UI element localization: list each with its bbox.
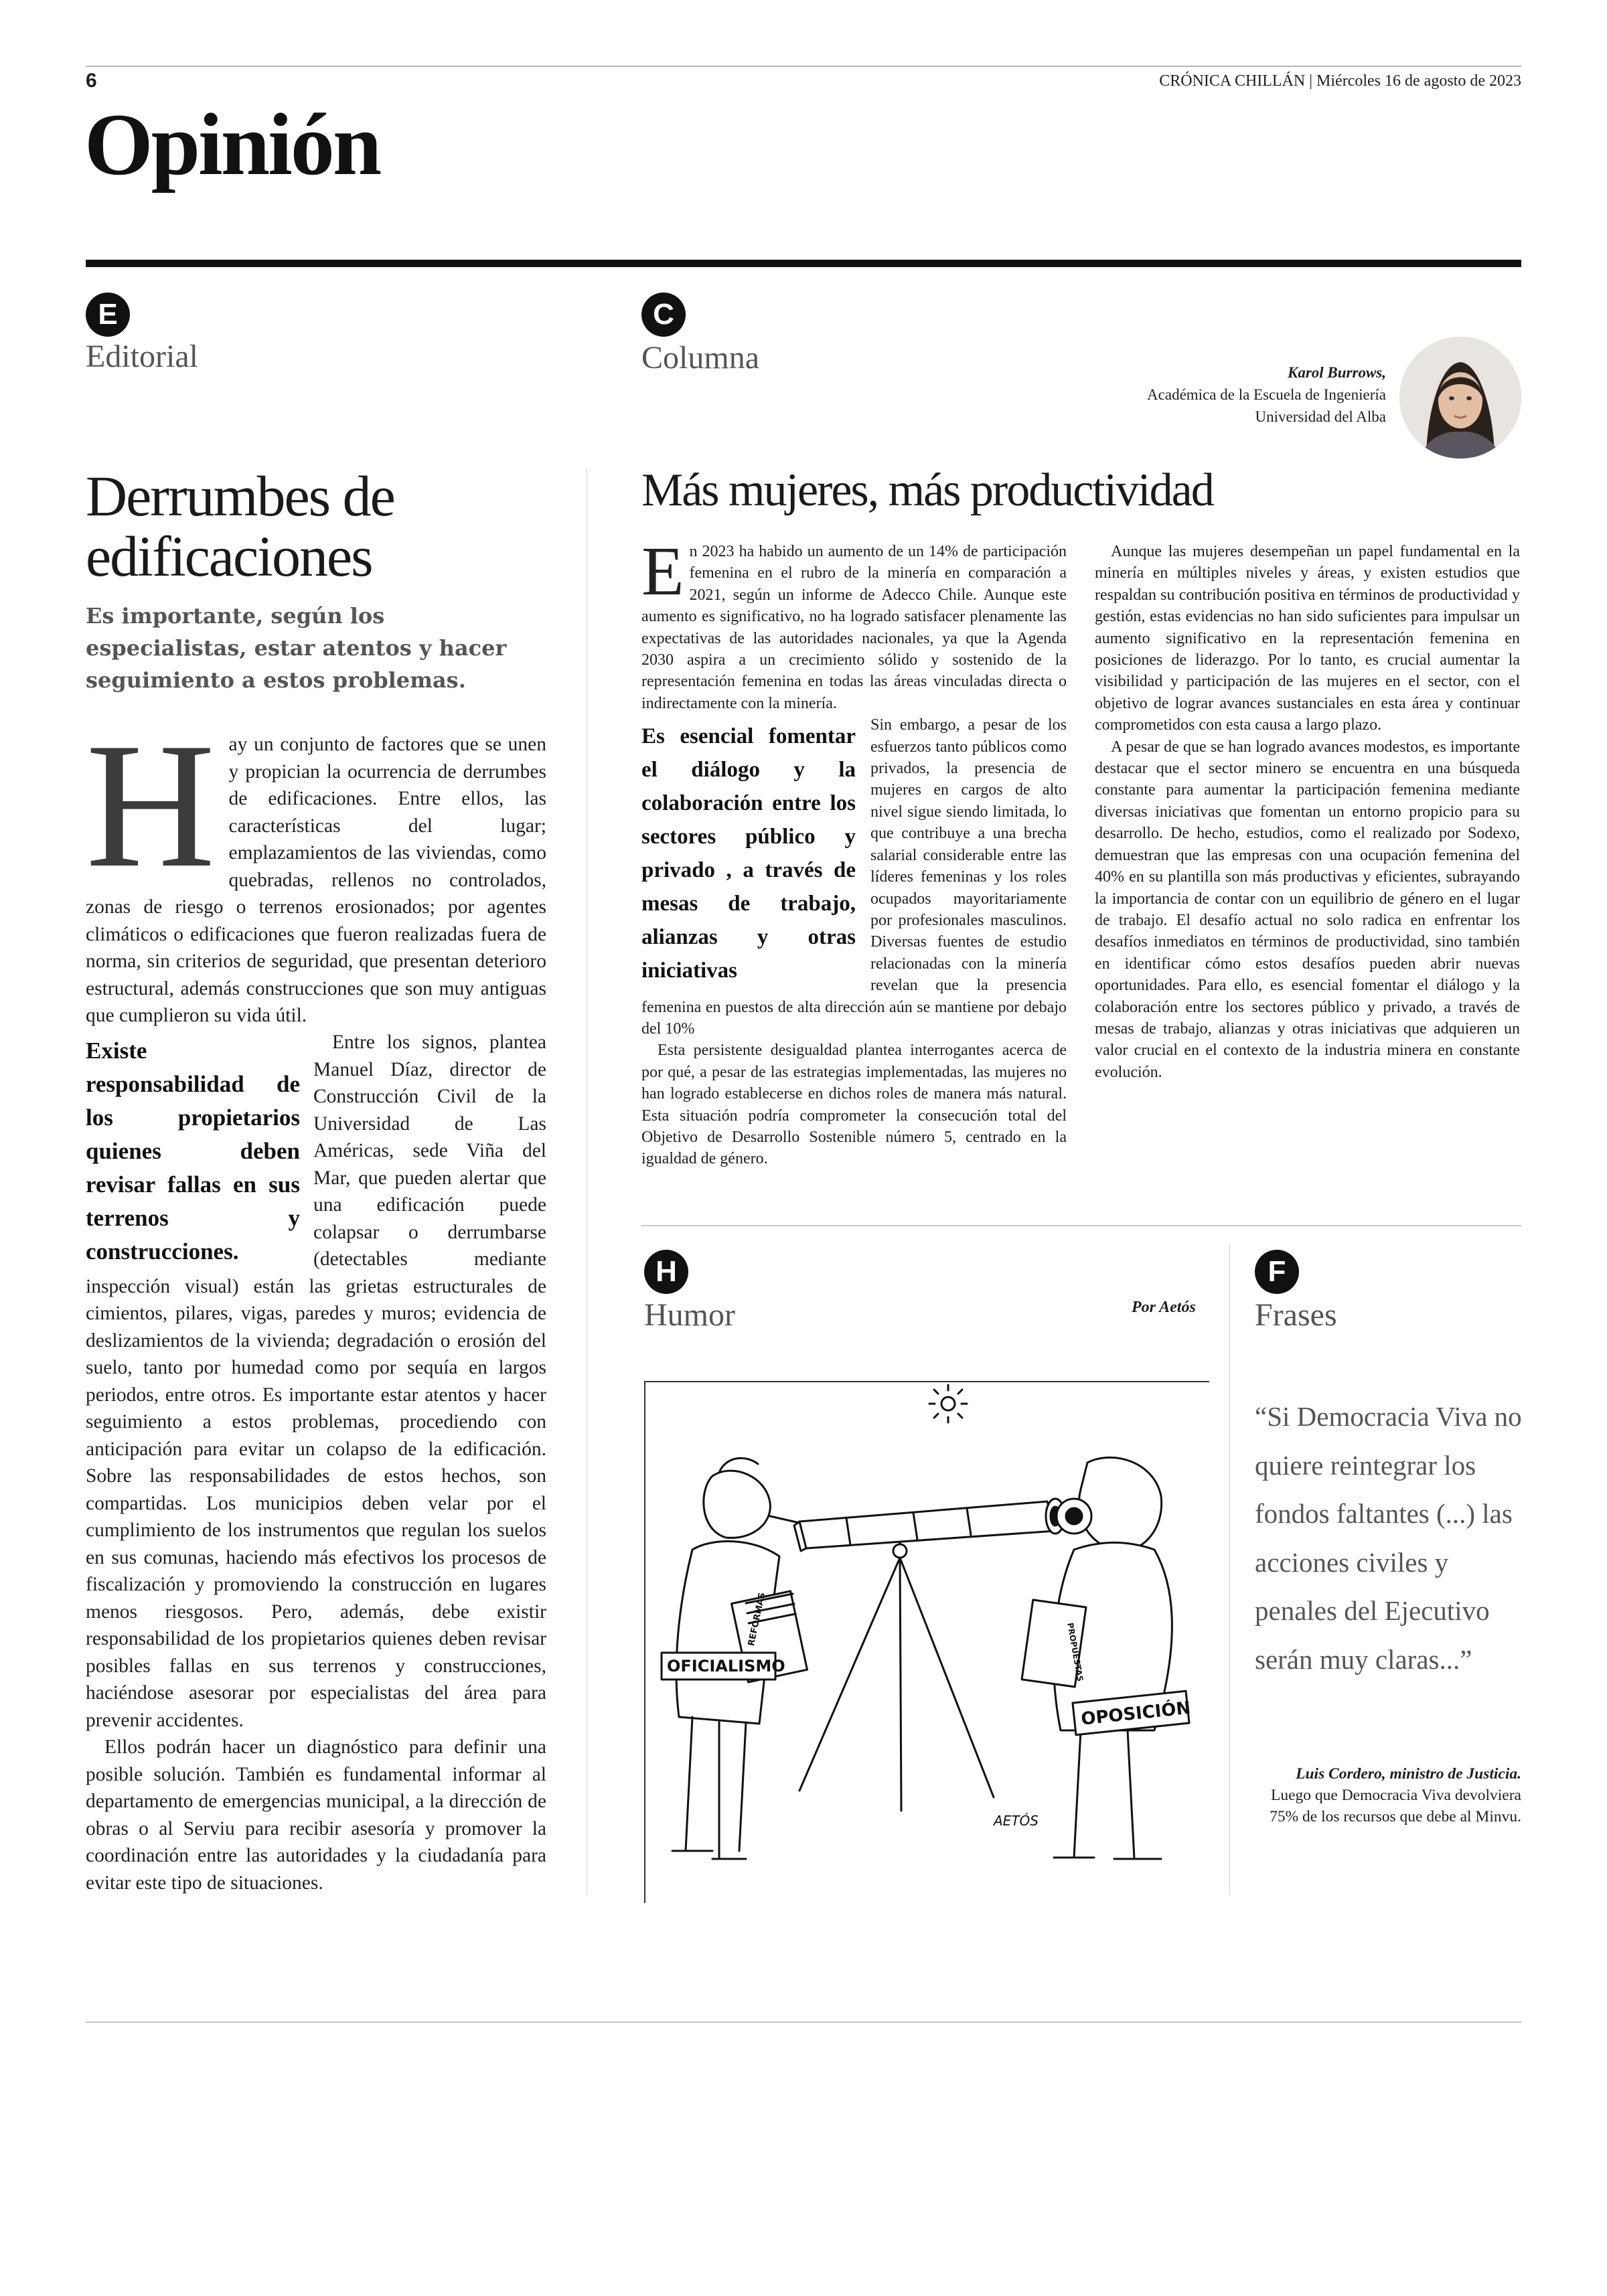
column-paragraph: n 2023 ha habido un aumento de un 14% de participación femenina en el rubro de la minería en comparación a 2021, según un informe de Adecco Chile. Aunque este aumento es significativo, no ha logrado satisfacer plenamente las expectativas de las autoridades nacionales, ya que la Agenda 2030 aspira a un crecimiento sólido y sostenido de la representación femenina en todas las áreas vinculadas directa o indirectamente con la minería. (641, 543, 1067, 712)
cartoon-label-right: OPOSICIÓN (1080, 1698, 1192, 1730)
column-paragraph: Esta persistente desigualdad plantea interrogantes acerca de por qué, a pesar de las estrategias implementadas, las mujeres no han logrado establecerse en dichos roles de manera más natural. Esta situación podría comprometer la consecución total del Objetivo de Desarrollo Sostenible número 5, centrado en la igualdad de género. (641, 1042, 1067, 1168)
masthead: CRÓNICA CHILLÁN | Miércoles 16 de agosto de 2023 (1159, 72, 1521, 90)
author-portrait-image (1399, 337, 1521, 459)
author-photo (1399, 337, 1521, 459)
editorial-body-part2 (86, 1029, 546, 1896)
section-heavy-rule (86, 260, 1521, 267)
editorial-deck: Es importante, según los especialistas, estar atentos y hacer seguimiento a estos problemas. (86, 603, 507, 693)
frases-source (1255, 1763, 1521, 1827)
editorial-label: Editorial (86, 339, 198, 374)
page-number: 6 (86, 70, 97, 92)
column-badge: C (641, 293, 686, 337)
frases-source-name: Luis Cordero, ministro de Justicia. (1296, 1765, 1521, 1783)
cartoon-papers-left: REFORMAS (746, 1591, 768, 1647)
cartoon-papers-right: PROPUESTAS (1065, 1622, 1085, 1683)
bottom-rule (86, 2022, 1521, 2023)
frases-badge: F (1255, 1250, 1299, 1294)
editorial-drop-cap: H (86, 706, 216, 904)
column-label: Columna (641, 340, 759, 376)
author-name: Karol Burrows, (1287, 364, 1386, 381)
humor-label: Humor (644, 1297, 735, 1333)
cartoon (644, 1381, 1209, 1903)
cartoon-signature: AETÓS (994, 1813, 1039, 1829)
column-drop-cap: E (641, 533, 684, 610)
author-role: Académica de la Escuela de Ingeniería (1147, 386, 1386, 403)
humor-frases-divider (1229, 1245, 1230, 1894)
frases-label: Frases (1255, 1297, 1337, 1333)
section-title: Opinión (84, 95, 380, 193)
editorial-pull-quote: Existe responsabilidad de los propietarios quienes deben revisar fallas en sus terrenos y construcciones. (86, 1038, 300, 1264)
editorial-paragraph: Entre los signos, plantea Manuel Díaz, director de Construcción Civil de la Universidad de Las Américas, sede Viña del Mar, que pueden alertar que una edificación puede colapsar o derrumbarse (detectables mediante inspección visual) están las grietas estructurales de cimientos, pilares, vigas, paredes y muros; evidencia de deslizamientos de la vivienda; degradación o erosión del suelo, tanto por humedad como por sequía en largos periodos, entre otros. Es importante estar atentos y hacer seguimiento a estos problemas, procediendo con anticipación para evitar un colapso de la edificación. Sobre las responsabilidades de estos hechos, son compartidas. Los municipios deben velar por el cumplimiento de los instrumentos que regulan los suelos en sus comunas, haciendo más efectivos los procesos de fiscalización y promoviendo la construcción en lugares menos riesgosos. Pero, además, debe existir responsabilidad de los propietarios quienes deben revisar posibles fallas en sus terrenos y construcciones, haciéndose asesorar por especialistas del área para prevenir accidentes. (86, 1032, 546, 1731)
cartoon-drawing (645, 1382, 1208, 1902)
column-bottom-rule (641, 1225, 1521, 1226)
top-rule (86, 66, 1521, 67)
author-org: Universidad del Alba (1255, 408, 1386, 425)
editorial-paragraph: ay un conjunto de factores que se unen y propician la ocurrencia de derrumbes de edificaciones. Entre ellos, las características del lugar; emplazamientos de las viviendas, como quebradas, rellenos no controlados, zonas de riesgo o terrenos erosionados; por agentes climáticos o edificaciones que fueron realizadas fuera de norma, sin criterios de seguridad, que presentan deterioro estructural, además construcciones que son muy antiguas que cumplieron su vida útil. (86, 734, 546, 1026)
column-paragraph: Aunque las mujeres desempeñan un papel fundamental en la minería en múltiples niveles y áreas, y existen estudios que respaldan su contribución positiva en términos de productividad y gestión, estas evidencias no han sido suficientes para impulsar un aumento significativo en la representación femenina en posiciones de liderazgo. Por lo tanto, es crucial aumentar la visibilidad y participación de las mujeres en el sector, con el objetivo de lograr avances sustanciales en esta área y continuar comprometidos con esta causa a largo plazo. (1095, 543, 1520, 734)
column-body (641, 533, 1520, 1210)
column-author (958, 361, 1386, 428)
editorial-paragraph: Ellos podrán hacer un diagnóstico para definir una posible solución. También es fundamental informar al departamento de emergencias municipal, a la dirección de obras o al Serviu para recibir asesoría y promover la coordinación entre las autoridades y la ciudadanía para evitar este tipo de situaciones. (86, 1736, 546, 1894)
column-paragraph: A pesar de que se han logrado avances modestos, es importante destacar que el sector minero se encuentra en una búsqueda constante para aumentar la participación femenina mediante diversas iniciativas que fomentan un entorno propicio para su desarrollo. De hecho, estudios, como el realizado por Sodexo, demuestran que las empresas con una ocupación femenina del 40% en su plantilla son más productivas y eficientes, subrayando la importancia de contar con un equilibrio de género en el lugar de trabajo. El desafío actual no solo radica en enfrentar los desafíos inmediatos en términos de productividad, sino también en identificar cómo estos desafíos pueden abrir nuevas oportunidades. Para ello, es esencial fomentar el diálogo y la colaboración entre los sectores público y privado, a través de mesas de trabajo, alianzas y otras iniciativas que adquieren un valor crucial en el contexto de la industria minera en constante evolución. (1095, 738, 1520, 1081)
column-paragraph: Sin embargo, a pesar de los esfuerzos tanto públicos como privados, la presencia de mujeres en cargos de alto nivel sigue siendo limitada, lo que contribuye a una brecha salarial considerable entre las líderes femeninas y los roles ocupados mayoritariamente por profesionales masculinos. Diversas fuentes de estudio relacionadas con la minería revelan que la presencia femenina en puestos de alta dirección aún se mantiene por debajo del 10% (641, 716, 1067, 1038)
editorial-body (86, 706, 546, 1030)
humor-badge: H (644, 1250, 688, 1294)
frases-source-context: Luego que Democracia Viva devolviera 75% de los recursos que debe al Minvu. (1270, 1787, 1521, 1825)
editorial-headline: Derrumbes de edificaciones (86, 464, 394, 589)
column-pull-quote: Es esencial fomentar el diálogo y la colaboración entre los sectores público y privado , a través de mesas de trabajo, alianzas y otras iniciativas (641, 724, 856, 983)
column-headline: Más mujeres, más productividad (641, 465, 1213, 516)
frases-quote: “Si Democracia Viva no quiere reintegrar los fondos faltantes (...) las acciones civiles y penales del Ejecutivo serán muy claras...” (1255, 1401, 1522, 1675)
humor-credit: Por Aetós (1132, 1299, 1196, 1316)
cartoon-label-left: OFICIALISMO (667, 1657, 785, 1675)
editorial-badge: E (86, 293, 130, 337)
